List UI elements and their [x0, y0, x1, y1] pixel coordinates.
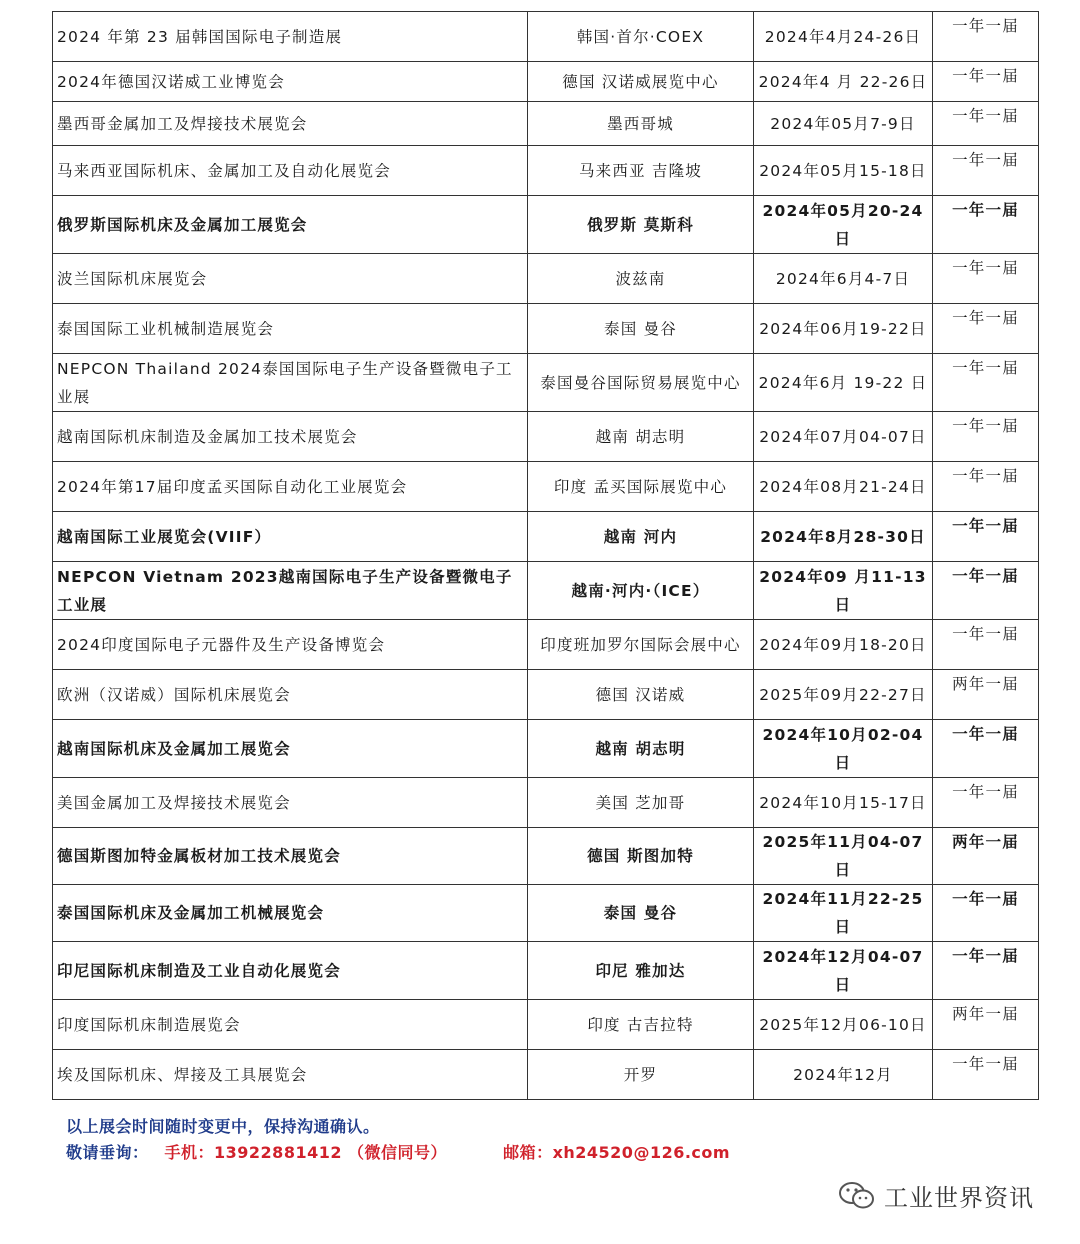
expo-venue: 印度班加罗尔国际会展中心	[528, 620, 754, 670]
expo-date: 2024年10月02-04日	[754, 720, 933, 778]
expo-date: 2024年12月04-07日	[754, 942, 933, 1000]
expo-name: 印度国际机床制造展览会	[53, 1000, 528, 1050]
table-row	[53, 1050, 1039, 1100]
expo-venue: 德国 汉诺威	[528, 670, 754, 720]
table-row	[53, 885, 1039, 942]
expo-date: 2024年4月24-26日	[754, 12, 933, 62]
table-row	[53, 720, 1039, 778]
table-row	[53, 254, 1039, 304]
table-row	[53, 562, 1039, 620]
expo-frequency: 一年一届	[933, 720, 1039, 778]
expo-date: 2024年07月04-07日	[754, 412, 933, 462]
expo-name: 美国金属加工及焊接技术展览会	[53, 778, 528, 828]
table-row	[53, 412, 1039, 462]
expo-venue: 越南 胡志明	[528, 720, 754, 778]
expo-date: 2024年6月 19-22 日	[754, 354, 933, 412]
expo-venue: 德国 汉诺威展览中心	[528, 62, 754, 102]
expo-frequency: 两年一届	[933, 828, 1039, 885]
expo-venue: 印尼 雅加达	[528, 942, 754, 1000]
expo-name: 泰国国际机床及金属加工机械展览会	[53, 885, 528, 942]
brand-name: 工业世界资讯	[884, 1184, 1034, 1212]
expo-venue: 韩国·首尔·COEX	[528, 12, 754, 62]
expo-venue: 波兹南	[528, 254, 754, 304]
expo-venue: 马来西亚 吉隆坡	[528, 146, 754, 196]
expo-frequency: 一年一届	[933, 778, 1039, 828]
schedule-change-note: 以上展会时间随时变更中，保持沟通确认。	[66, 1117, 380, 1136]
expo-frequency: 一年一届	[933, 620, 1039, 670]
expo-frequency: 一年一届	[933, 462, 1039, 512]
expo-date: 2024年05月15-18日	[754, 146, 933, 196]
expo-name: 越南国际机床及金属加工展览会	[53, 720, 528, 778]
table-row	[53, 670, 1039, 720]
expo-venue: 印度 古吉拉特	[528, 1000, 754, 1050]
expo-frequency: 一年一届	[933, 512, 1039, 562]
expo-name: 欧洲（汉诺威）国际机床展览会	[53, 670, 528, 720]
expo-name: 德国斯图加特金属板材加工技术展览会	[53, 828, 528, 885]
expo-name: 波兰国际机床展览会	[53, 254, 528, 304]
expo-name: 2024 年第 23 届韩国国际电子制造展	[53, 12, 528, 62]
expo-frequency: 一年一届	[933, 885, 1039, 942]
expo-venue: 美国 芝加哥	[528, 778, 754, 828]
expo-frequency: 一年一届	[933, 354, 1039, 412]
expo-date: 2024年09 月11-13日	[754, 562, 933, 620]
table-row	[53, 102, 1039, 146]
expo-date: 2024年05月7-9日	[754, 102, 933, 146]
expo-table-body	[53, 12, 1039, 1100]
expo-date: 2024年6月4-7日	[754, 254, 933, 304]
contact-label: 敬请垂询：	[66, 1143, 149, 1162]
expo-venue: 泰国曼谷国际贸易展览中心	[528, 354, 754, 412]
expo-date: 2024年05月20-24日	[754, 196, 933, 254]
expo-venue: 德国 斯图加特	[528, 828, 754, 885]
email-address: 邮箱：xh24520@126.com	[503, 1143, 731, 1162]
table-row	[53, 1000, 1039, 1050]
expo-date: 2025年11月04-07日	[754, 828, 933, 885]
table-row	[53, 828, 1039, 885]
expo-name: NEPCON Thailand 2024泰国国际电子生产设备暨微电子工业展	[53, 354, 528, 412]
table-row	[53, 778, 1039, 828]
table-row	[53, 146, 1039, 196]
expo-date: 2024年08月21-24日	[754, 462, 933, 512]
expo-frequency: 一年一届	[933, 942, 1039, 1000]
expo-frequency: 一年一届	[933, 146, 1039, 196]
table-row	[53, 942, 1039, 1000]
expo-venue: 越南 胡志明	[528, 412, 754, 462]
expo-venue: 泰国 曼谷	[528, 885, 754, 942]
expo-frequency: 一年一届	[933, 102, 1039, 146]
wechat-icon	[838, 1180, 876, 1212]
expo-name: 埃及国际机床、焊接及工具展览会	[53, 1050, 528, 1100]
expo-name: 越南国际机床制造及金属加工技术展览会	[53, 412, 528, 462]
expo-name: 印尼国际机床制造及工业自动化展览会	[53, 942, 528, 1000]
table-row	[53, 62, 1039, 102]
expo-name: 泰国国际工业机械制造展览会	[53, 304, 528, 354]
expo-frequency: 一年一届	[933, 412, 1039, 462]
expo-date: 2024年10月15-17日	[754, 778, 933, 828]
expo-date: 2024年8月28-30日	[754, 512, 933, 562]
expo-date: 2024年4 月 22-26日	[754, 62, 933, 102]
table-row	[53, 354, 1039, 412]
expo-date: 2024年11月22-25日	[754, 885, 933, 942]
expo-frequency: 一年一届	[933, 62, 1039, 102]
contact-line	[66, 1140, 730, 1163]
expo-name: 2024印度国际电子元器件及生产设备博览会	[53, 620, 528, 670]
expo-venue: 越南·河内·（ICE）	[528, 562, 754, 620]
table-row	[53, 512, 1039, 562]
expo-venue: 泰国 曼谷	[528, 304, 754, 354]
expo-name: 马来西亚国际机床、金属加工及自动化展览会	[53, 146, 528, 196]
brand-watermark	[838, 1178, 1034, 1213]
table-row	[53, 12, 1039, 62]
expo-frequency: 一年一届	[933, 12, 1039, 62]
expo-name: 墨西哥金属加工及焊接技术展览会	[53, 102, 528, 146]
expo-frequency: 一年一届	[933, 562, 1039, 620]
table-row	[53, 620, 1039, 670]
expo-frequency: 一年一届	[933, 1050, 1039, 1100]
expo-frequency: 两年一届	[933, 670, 1039, 720]
expo-frequency: 两年一届	[933, 1000, 1039, 1050]
expo-name: NEPCON Vietnam 2023越南国际电子生产设备暨微电子工业展	[53, 562, 528, 620]
table-row	[53, 462, 1039, 512]
expo-venue: 俄罗斯 莫斯科	[528, 196, 754, 254]
expo-date: 2024年12月	[754, 1050, 933, 1100]
expo-venue: 印度 孟买国际展览中心	[528, 462, 754, 512]
expo-date: 2024年06月19-22日	[754, 304, 933, 354]
expo-venue: 墨西哥城	[528, 102, 754, 146]
expo-frequency: 一年一届	[933, 304, 1039, 354]
expo-frequency: 一年一届	[933, 254, 1039, 304]
expo-name: 2024年第17届印度孟买国际自动化工业展览会	[53, 462, 528, 512]
expo-date: 2024年09月18-20日	[754, 620, 933, 670]
table-row	[53, 196, 1039, 254]
expo-name: 俄罗斯国际机床及金属加工展览会	[53, 196, 528, 254]
expo-venue: 开罗	[528, 1050, 754, 1100]
table-row	[53, 304, 1039, 354]
expo-name: 2024年德国汉诺威工业博览会	[53, 62, 528, 102]
expo-frequency: 一年一届	[933, 196, 1039, 254]
expo-schedule-table	[52, 11, 1039, 1100]
phone-number: 手机：13922881412 （微信同号）	[164, 1143, 448, 1162]
expo-name: 越南国际工业展览会(VIIF）	[53, 512, 528, 562]
expo-date: 2025年12月06-10日	[754, 1000, 933, 1050]
expo-date: 2025年09月22-27日	[754, 670, 933, 720]
expo-venue: 越南 河内	[528, 512, 754, 562]
